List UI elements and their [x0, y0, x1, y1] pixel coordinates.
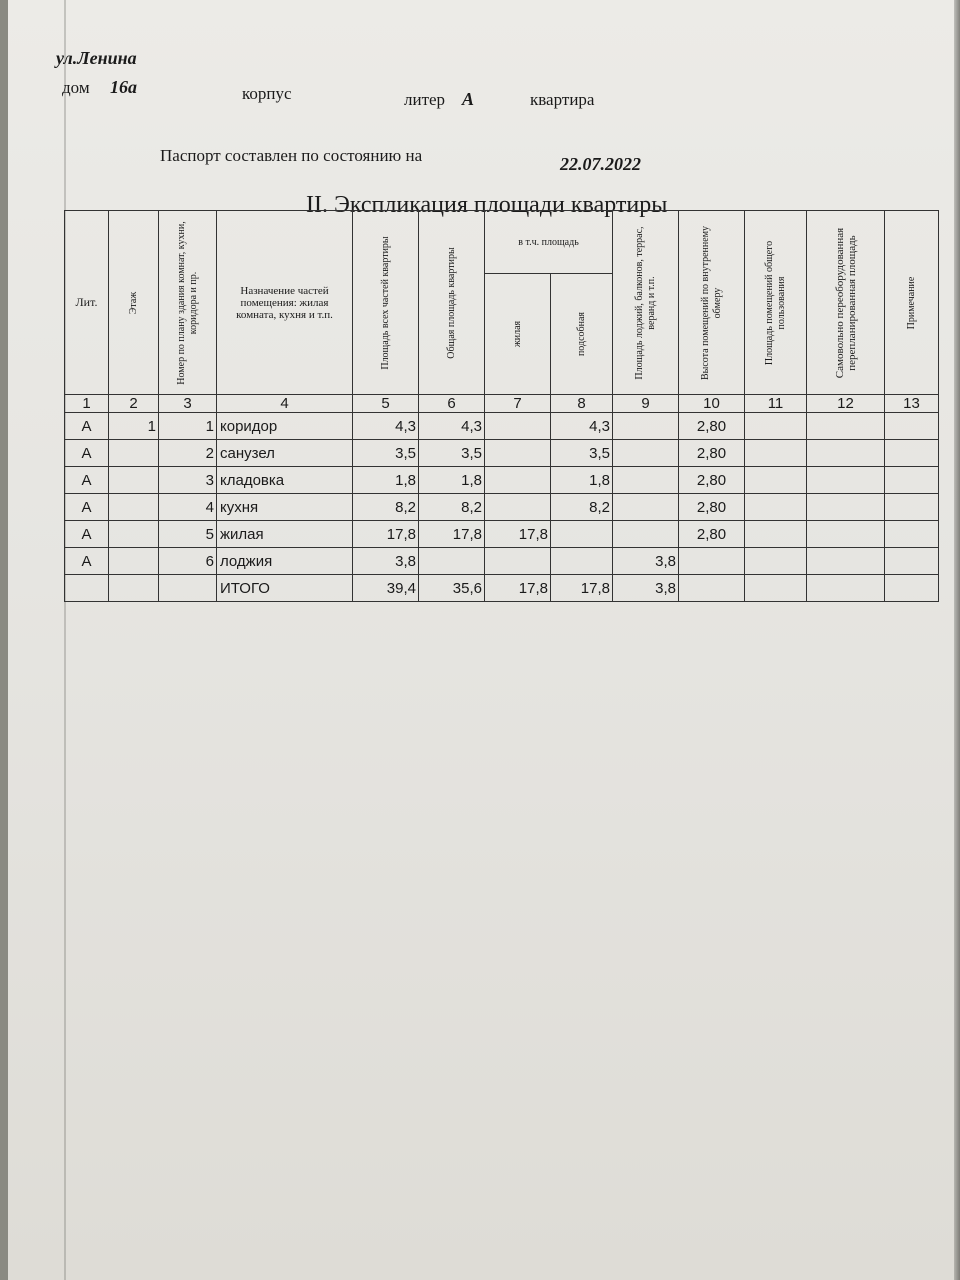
kvartira-label: квартира	[530, 90, 595, 109]
col-etazh: Этаж	[109, 211, 159, 395]
table-row: А 1 1 коридор 4,3 4,3 4,3 2,80	[65, 413, 939, 440]
korpus-label: корпус	[242, 84, 292, 103]
col-ploshad-vseh: Площадь всех частей квартиры	[353, 211, 419, 395]
col-zhilaya: жилая	[485, 274, 551, 395]
table-row: А 5 жилая 17,8 17,8 17,8 2,80	[65, 521, 939, 548]
col-naznachenie: Назначение частей помещения: жилая комната, кухня и т.п.	[217, 211, 353, 395]
street: ул.Ленина	[56, 48, 137, 68]
liter-label: литер	[404, 90, 446, 109]
header-row	[65, 211, 939, 274]
column-number-row: 1 2 3 4 5 6 7 8 9 10 11 12 13	[65, 395, 939, 413]
passport-label: Паспорт составлен по состоянию на	[160, 146, 423, 165]
col-nomer: Номер по плану здания комнат, кухни, коридора и пр.	[159, 211, 217, 395]
col-obshego: Площадь помещений общего пользования	[745, 211, 807, 395]
col-vysota: Высота помещений по внутреннему обмеру	[679, 211, 745, 395]
liter-value: А	[462, 89, 475, 109]
table-row: А 6 лоджия 3,8 3,8	[65, 548, 939, 575]
table-row: А 2 санузел 3,5 3,5 3,5 2,80	[65, 440, 939, 467]
explication-table	[64, 210, 939, 602]
total-row: ИТОГО 39,4 35,6 17,8 17,8 3,8	[65, 575, 939, 602]
table-row: А 3 кладовка 1,8 1,8 1,8 2,80	[65, 467, 939, 494]
col-obshaya: Общая площадь квартиры	[419, 211, 485, 395]
col-vtch: в т.ч. площадь	[485, 211, 613, 274]
table-row: А 4 кухня 8,2 8,2 8,2 2,80	[65, 494, 939, 521]
house-value: 16а	[110, 77, 137, 97]
passport-date: 22.07.2022	[560, 154, 641, 174]
col-lit: Лит.	[65, 211, 109, 395]
total-label: ИТОГО	[217, 575, 353, 602]
page-fold	[64, 0, 66, 1280]
col-primechanie: Примечание	[885, 211, 939, 395]
col-podsobnaya: подсобная	[551, 274, 613, 395]
house-label: дом	[62, 78, 90, 97]
page-edge	[954, 0, 960, 1280]
page-title: II. Экспликация площади квартиры	[306, 192, 668, 218]
col-samovolno: Самовольно переоборудованная перепланированная площадь	[807, 211, 885, 395]
col-lodzhii: Площадь лоджий, балконов, террас, веранд и т.п.	[613, 211, 679, 395]
